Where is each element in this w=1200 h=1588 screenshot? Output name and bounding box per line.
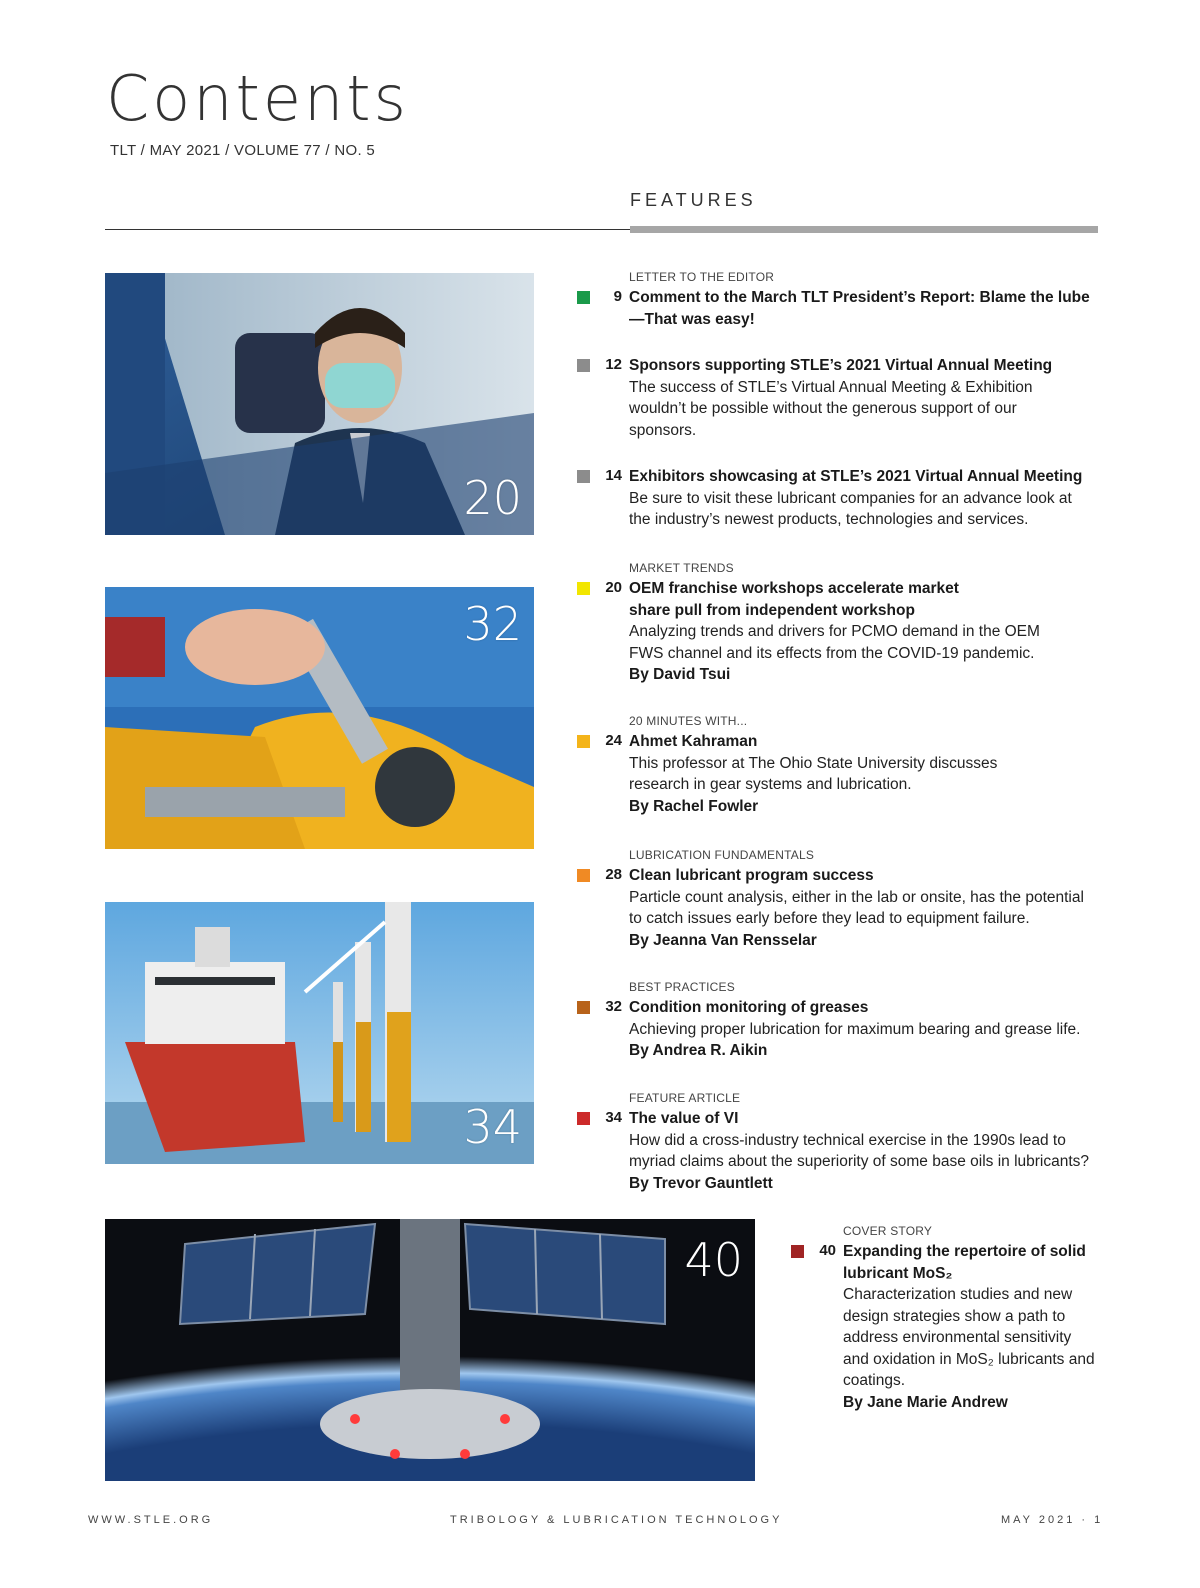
entry-page-number: 14 — [605, 467, 622, 484]
grease-gun-photo[interactable] — [105, 587, 534, 849]
entry-description: Analyzing trends and drivers for PCMO demand in the OEM FWS channel and its effects from the COVID-19 pandemic. — [629, 623, 1040, 662]
color-marker — [577, 1001, 590, 1014]
page-title: Contents — [106, 62, 409, 135]
toc-entry[interactable] — [819, 1224, 1098, 1413]
color-marker — [577, 470, 590, 483]
entry-description: Characterization studies and new design strategies show a path to address environmental sensitivity and oxidation in MoS₂ lubricants and coatings. — [843, 1286, 1095, 1389]
color-marker — [577, 359, 590, 372]
entry-byline: By Jeanna Van Rensselar — [629, 931, 817, 949]
entry-title[interactable]: Ahmet Kahraman — [629, 733, 758, 750]
entry-category: MARKET TRENDS — [629, 561, 734, 575]
page-number-badge: 40 — [684, 1233, 743, 1287]
entry-description: The success of STLE’s Virtual Annual Meeting & Exhibition wouldn’t be possible without the generous support of our sponsors. — [629, 378, 1033, 439]
entry-title[interactable]: Exhibitors showcasing at STLE’s 2021 Virtual Annual Meeting — [629, 468, 1083, 485]
page-number-badge: 20 — [463, 471, 522, 525]
page-number-badge: 32 — [463, 597, 522, 651]
entry-title[interactable]: Expanding the repertoire of solid lubricant MoS₂ — [843, 1243, 1086, 1282]
entry-title[interactable]: OEM franchise workshops accelerate market share pull from independent workshop — [629, 580, 959, 619]
entry-page-number: 32 — [605, 998, 622, 1015]
issue-line: TLT / MAY 2021 / VOLUME 77 / NO. 5 — [110, 142, 376, 159]
entry-page-number: 40 — [819, 1242, 836, 1259]
entry-page-number: 34 — [605, 1109, 622, 1126]
entry-byline: By Trevor Gauntlett — [629, 1174, 773, 1192]
entry-category: COVER STORY — [843, 1224, 933, 1238]
ship-wind-turbines-photo[interactable] — [105, 902, 534, 1164]
toc-entry[interactable] — [605, 848, 1099, 951]
color-marker — [577, 1112, 590, 1125]
divider-rule — [105, 229, 630, 230]
entry-byline: By Rachel Fowler — [629, 797, 759, 815]
toc-entry[interactable] — [613, 270, 1099, 330]
entry-byline: By Jane Marie Andrew — [843, 1393, 1008, 1411]
footer-publication: TRIBOLOGY & LUBRICATION TECHNOLOGY — [450, 1514, 783, 1526]
entry-page-number: 24 — [605, 732, 622, 749]
entry-description: Particle count analysis, either in the lab or onsite, has the potential to catch issues early before they lead to equipment failure. — [629, 888, 1084, 927]
section-rule — [630, 226, 1098, 233]
color-marker — [577, 735, 590, 748]
entry-title[interactable]: Comment to the March TLT President’s Report: Blame the lube—That was easy! — [629, 289, 1090, 328]
toc-entry[interactable] — [605, 980, 1099, 1062]
entry-category: FEATURE ARTICLE — [629, 1091, 741, 1105]
entry-title[interactable]: The value of VI — [629, 1110, 739, 1127]
entry-byline: By David Tsui — [629, 666, 731, 683]
toc-entry[interactable] — [605, 355, 1099, 441]
entry-page-number: 28 — [605, 866, 622, 883]
entry-byline: By Andrea R. Aikin — [629, 1042, 768, 1059]
satellite-image — [105, 1219, 755, 1481]
section-label: FEATURES — [630, 190, 757, 210]
color-marker — [577, 291, 590, 304]
entry-category: BEST PRACTICES — [629, 980, 735, 994]
entry-description: This professor at The Ohio State University discusses research in gear systems and lubrication. — [629, 754, 998, 793]
entry-description: Achieving proper lubrication for maximum bearing and grease life. — [629, 1020, 1081, 1038]
entry-description: Be sure to visit these lubricant companies for an advance look at the industry’s newest products, technologies and services. — [629, 489, 1072, 528]
toc-entry[interactable] — [605, 561, 1099, 686]
toc-entry[interactable] — [605, 466, 1099, 531]
color-marker — [577, 582, 590, 595]
entry-category: 20 MINUTES WITH... — [629, 714, 748, 728]
footer-date-page: MAY 2021 · 1 — [1001, 1514, 1104, 1526]
color-marker — [577, 869, 590, 882]
entry-description: How did a cross-industry technical exercise in the 1990s lead to myriad claims about the superiority of some base oils in lubricants? — [629, 1131, 1090, 1170]
color-marker — [791, 1245, 804, 1258]
toc-entry[interactable] — [605, 1091, 1099, 1194]
toc-entry[interactable] — [605, 714, 1099, 817]
entry-category: LUBRICATION FUNDAMENTALS — [629, 848, 815, 862]
entry-title[interactable]: Sponsors supporting STLE’s 2021 Virtual Annual Meeting — [629, 357, 1053, 374]
entry-title[interactable]: Clean lubricant program success — [629, 867, 874, 884]
page-number-badge: 34 — [463, 1100, 522, 1154]
entry-category: LETTER TO THE EDITOR — [629, 270, 775, 284]
entry-title[interactable]: Condition monitoring of greases — [629, 999, 869, 1016]
satellite-earth-photo[interactable] — [105, 1219, 755, 1481]
entry-page-number: 20 — [605, 579, 622, 596]
entry-page-number: 12 — [605, 356, 622, 373]
driver-with-mask-photo[interactable] — [105, 273, 534, 535]
entry-page-number: 9 — [613, 288, 622, 305]
footer-website[interactable]: WWW.STLE.ORG — [88, 1514, 214, 1526]
